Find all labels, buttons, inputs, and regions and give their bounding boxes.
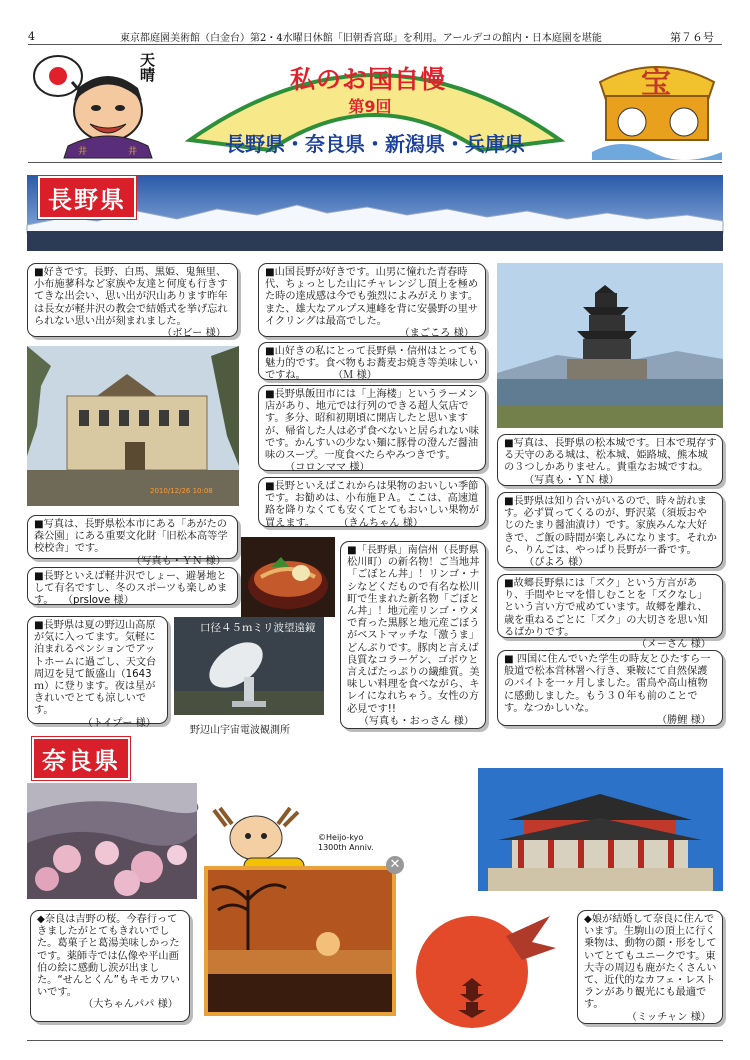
yoshino-cherry-photo [27, 783, 197, 899]
footer-rule [27, 1040, 723, 1041]
comment-signature: （ボビー 様） [162, 328, 226, 340]
comment-text: ◆娘が結婚して奈良に住んでいます。生駒山の頂上に行く乗物は、動物の顔・形をしていてとてもユニークです。東大寺の周辺も鹿がたくさんいて、近代的なカフェ・レストランがあり観光にも最適です。 [584, 914, 717, 1011]
comment-card [258, 342, 486, 380]
comment-signature: （メーさん 様） [636, 639, 711, 651]
comment-signature: （ミッチャン 様） [626, 1011, 711, 1023]
svg-text:井: 井 [78, 147, 88, 157]
telescope-label: 口径４５ｍミリ波望遠鏡 [200, 622, 316, 634]
header-rule [28, 44, 722, 45]
treasure-char: 宝 [641, 66, 671, 101]
comment-text: ■長野といえばこれからは果物のおいしい季節です。お勧めは、小布施ＰＡ。ここは、高速道路を降りなくても安くてとてもおいしい果物が買えます。 [265, 481, 479, 529]
comment-signature: （Ｍ 様） [333, 370, 377, 382]
episode: 第9回 [348, 97, 392, 116]
comment-signature: （写真も・ＹＮ 様） [131, 555, 226, 567]
comment-card [497, 492, 723, 568]
comment-signature: （ぴよろ 様） [524, 557, 589, 569]
school-building-photo [27, 346, 239, 506]
nara-label: 奈良県 [32, 737, 130, 780]
title: 私のお国自慢 [289, 65, 446, 94]
comment-card [27, 616, 168, 729]
daigokuden-photo [478, 748, 723, 891]
comment-signature: （まごころ 様） [399, 328, 474, 340]
comment-signature: （きんちゃん 様） [338, 517, 424, 529]
title-rule [28, 162, 722, 163]
comment-signature: （コロンママ 様） [285, 462, 370, 474]
comment-text: ■長野県は知り合いがいるので、時々訪れます。必ず買ってくるのが、野沢菜（須坂おやじのたまり醤油漬け）です。家族みんな大好きで、ご飯の時間が楽しみになります。それから、りんごは、やっぱり長野が一番です。 [504, 496, 717, 556]
comment-card [497, 574, 723, 651]
comment-text: ■ 四国に住んでいた学生の時友とひたすら一般道で松本営林署へ行き、乗鞍にて自然保護のバイトを一ヶ月しました。雷鳥や高山植物に感動しました。もう３０年も前のことです。なつかしいな。 [504, 654, 711, 714]
comment-card [577, 910, 723, 1024]
comment-text: ■好きです。長野、白馬、黒姫、鬼無里、小布施蓼科など家族や友達と何度も行きすてきな出会い、思い出が沢山あります昨年は長女が軽井沢の教会で結婚式を挙げ忘れられない思い出が刻まれました。 [34, 267, 228, 327]
issue-number: 第７６号 [670, 31, 714, 44]
comment-text: ■長野といえば軽井沢でしょー、避暑地として有名ですし、冬のスポーツも楽しめます。 [34, 571, 228, 607]
comment-text: ■山国長野が好きです。山男に憧れた青春時代、ちょっとした山にチャレンジし頂上を極めた時の達成感は今でも強烈によみがえります。また、雄大なアルプス連峰を背に安曇野の里サイクリングは最高でした。 [265, 267, 479, 327]
comment-card [497, 434, 723, 486]
comment-text: ■長野県飯田市には「上海楼」というラーメン店があり、地元では行列のできる超人気店です。多分、昭和初期頃に開店したと思いますが、帰省した人は必ず食べないと居られない味です。かんすいの少ない麺に豚骨の澄んだ醤油味のスープ。一度食べたらやみつきです。 [265, 389, 479, 462]
comment-card [27, 567, 238, 605]
comment-text: ■山好きの私にとって長野県・信州はとっても魅力的です。食べ物もお蕎麦お焼き等美味しいですね。 [265, 346, 479, 382]
close-icon: ✕ [386, 856, 404, 874]
mascot-credit: ©Heijo-kyo 1300th Anniv. [318, 833, 374, 852]
comment-card [340, 541, 486, 729]
comment-card [497, 650, 723, 726]
nagano-label: 長野県 [38, 176, 136, 219]
comment-card [258, 477, 486, 527]
sunset-photo [204, 866, 396, 1016]
page-number: 4 [28, 30, 35, 43]
svg-text:井: 井 [128, 147, 138, 157]
top-notice: 東京都庭園美術館（白金台）第2・4水曜日休館「旧朝香宮邸」を利用。アールデコの館内・日本庭園を堪能 [120, 33, 602, 44]
comment-card [27, 263, 238, 340]
photo-timestamp: 2010/12/26 10:08 [150, 487, 213, 495]
comment-signature: （トイプー 様） [82, 717, 156, 729]
comment-text: ■写真は、長野県松本市にある「あがたの森公園」にある重要文化財「旧松本高等学校校舎」です。 [34, 519, 228, 555]
mascot-text: 天晴 [138, 52, 156, 82]
matsumoto-castle-photo [497, 263, 723, 428]
gobotondon-photo [241, 537, 335, 617]
comment-card [27, 515, 238, 567]
comment-text: ■長野県は夏の野辺山高原が気に入ってます。気軽に泊まれるペンションでアットホームに過ごし、天文台周辺を見て飯盛山（1643ｍ）に登ります。夜は星がきれいでとても涼しいです。 [34, 620, 157, 717]
comment-signature: （写真も・ＹＮ 様） [524, 474, 619, 486]
comment-signature: （大ちゃんパパ 様） [83, 999, 178, 1011]
comment-signature: （写真も・おっさん 様） [358, 715, 474, 727]
comment-text: ■「長野県」南信州（長野県松川町）の新名物！ご当地丼「ごぼとん丼」！リンゴ・ナシなどくだもので有名な松川町で生まれた新名物「ごぼとん丼」！地元産リンゴ・ウメで育った黒豚と地元産ごぼうがベストマッチな「激うま」どんぶりです。豚肉と言えば良質なコラーゲン、ゴボウと言えばたっぷりの繊維質。美味しい料理を食べながら、キレイになれちゃう。女性の方必見です!! [347, 545, 480, 715]
comment-text: ■写真は、長野県の松本城です。日本で現存する天守のある城は、松本城、姫路城、熊本城の３つしかありません。貴重なお城ですね。 [504, 438, 717, 474]
comment-card [258, 385, 486, 474]
comment-text: ◆奈良は吉野の桜。今春行ってきましたがとてもきれいでした。葛菓子と葛湯美味しかったです。薬師寺では仏像や平山画伯の絵に感動し涙が出ました。“せんとくん”もキモカワいいです。 [37, 914, 180, 999]
comment-signature: （prslove 様） [62, 595, 134, 607]
comment-card [258, 263, 486, 340]
comment-signature: （勝鯉 様） [656, 715, 711, 727]
comment-card [30, 910, 190, 1022]
comment-text: ■故郷長野県には「ズク」という方言があり、手間やヒマを惜しむことを「ズクなし」という言い方で戒めています。故郷を離れ、歳を重ねるごとに「ズク」の大切さを思い知るばかりです。 [504, 578, 708, 638]
prefectures-subtitle: 長野県・奈良県・新潟県・兵庫県 [225, 132, 525, 156]
sun-pagoda-illustration [410, 912, 556, 1032]
observatory-caption: 野辺山宇宙電波観測所 [190, 725, 290, 736]
